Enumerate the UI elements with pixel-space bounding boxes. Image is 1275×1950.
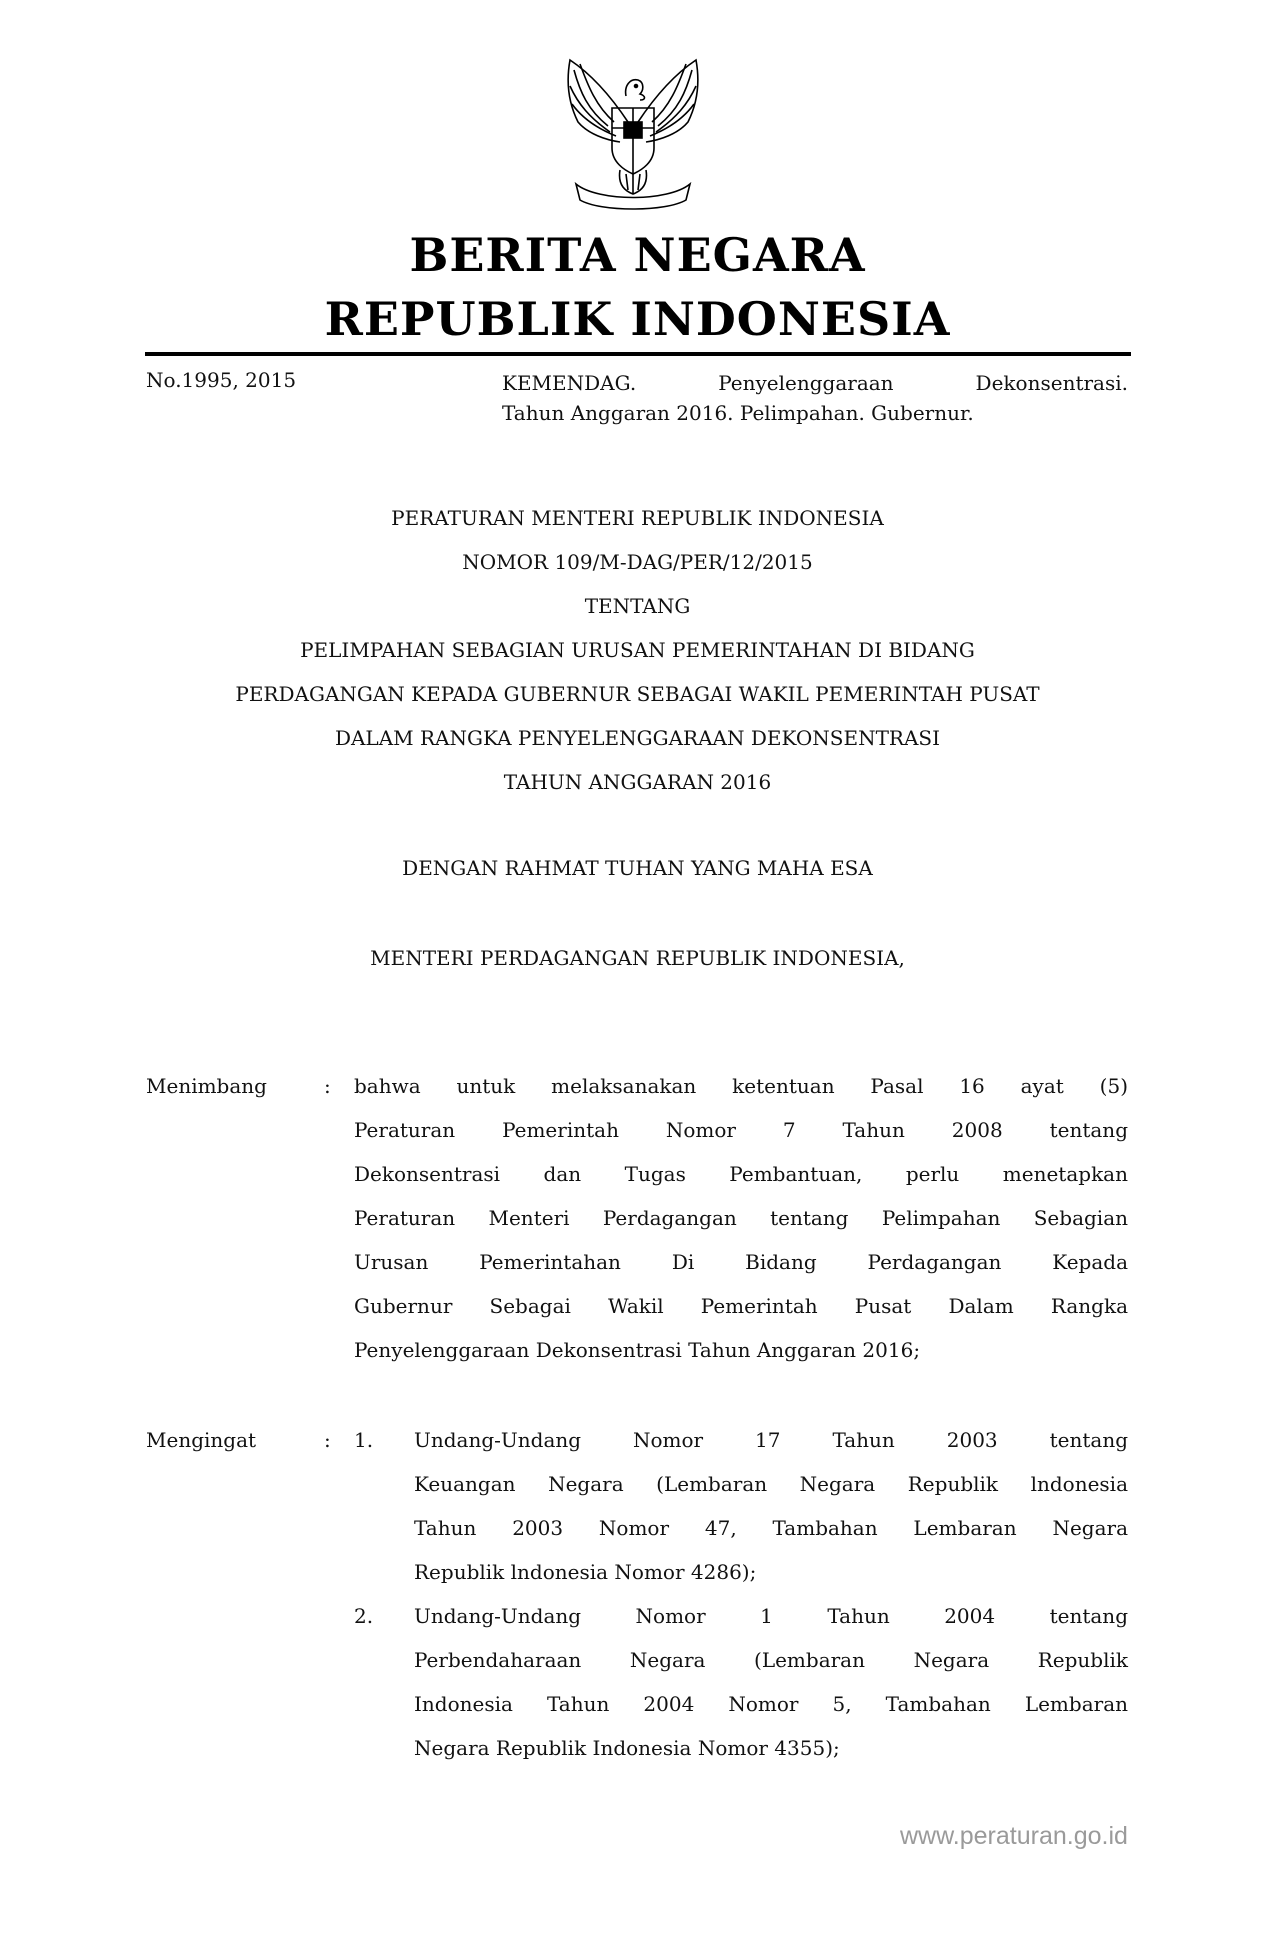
menimbang-line: Peraturan Pemerintah Nomor 7 Tahun 2008 tentang <box>354 1118 1128 1142</box>
menimbang-line: bahwa untuk melaksanakan ketentuan Pasal 16 ayat (5) <box>354 1074 1128 1098</box>
mengingat-item-number: 2. <box>354 1604 374 1628</box>
issue-summary-line: Tahun Anggaran 2016. Pelimpahan. Gubernur. <box>502 401 974 425</box>
mengingat-colon: : <box>324 1428 331 1452</box>
mengingat-item-line: Undang-Undang Nomor 17 Tahun 2003 tentang <box>414 1428 1128 1452</box>
mengingat-item-line: Indonesia Tahun 2004 Nomor 5, Tambahan Lembaran <box>414 1692 1128 1716</box>
menimbang-line: Penyelenggaraan Dekonsentrasi Tahun Anggaran 2016; <box>354 1338 921 1362</box>
mengingat-item <box>414 1594 1128 1770</box>
regulation-number: NOMOR 109/M-DAG/PER/12/2015 <box>462 550 813 574</box>
masthead-subtitle: REPUBLIK INDONESIA <box>324 292 951 346</box>
issue-number: No.1995, 2015 <box>146 368 297 392</box>
masthead-title: BERITA NEGARA <box>409 228 866 282</box>
regulation-subject-line: PELIMPAHAN SEBAGIAN URUSAN PEMERINTAHAN DI BIDANG <box>300 638 975 662</box>
regulation-subject-line: PERDAGANGAN KEPADA GUBERNUR SEBAGAI WAKIL PEMERINTAH PUSAT <box>235 682 1040 706</box>
menimbang-paragraph <box>354 1064 1128 1372</box>
menimbang-line: Peraturan Menteri Perdagangan tentang Pelimpahan Sebagian <box>354 1206 1128 1230</box>
masthead-divider <box>145 352 1131 356</box>
menimbang-label: Menimbang <box>146 1074 267 1098</box>
regulation-tentang: TENTANG <box>584 594 691 618</box>
rahmat-line: DENGAN RAHMAT TUHAN YANG MAHA ESA <box>402 856 873 880</box>
issue-summary <box>502 368 1128 428</box>
issue-summary-line: KEMENDAG. Penyelenggaraan Dekonsentrasi. <box>502 371 1128 395</box>
mengingat-item-number: 1. <box>354 1428 374 1452</box>
mengingat-item-line: Perbendaharaan Negara (Lembaran Negara Republik <box>414 1648 1128 1672</box>
footer-watermark: www.peraturan.go.id <box>900 1822 1128 1850</box>
regulation-heading: PERATURAN MENTERI REPUBLIK INDONESIA <box>391 506 884 530</box>
mengingat-item-line: Undang-Undang Nomor 1 Tahun 2004 tentang <box>414 1604 1128 1628</box>
mengingat-item-line: Republik lndonesia Nomor 4286); <box>414 1560 757 1584</box>
regulation-subject-line: DALAM RANGKA PENYELENGGARAAN DEKONSENTRASI <box>334 726 941 750</box>
regulation-subject-line: TAHUN ANGGARAN 2016 <box>503 770 772 794</box>
mengingat-item <box>414 1418 1128 1594</box>
menteri-line: MENTERI PERDAGANGAN REPUBLIK INDONESIA, <box>370 946 905 970</box>
menimbang-line: Gubernur Sebagai Wakil Pemerintah Pusat Dalam Rangka <box>354 1294 1128 1318</box>
mengingat-item-line: Negara Republik Indonesia Nomor 4355); <box>414 1736 840 1760</box>
mengingat-item-line: Keuangan Negara (Lembaran Negara Republik lndonesia <box>414 1472 1128 1496</box>
garuda-emblem-icon <box>548 52 718 212</box>
menimbang-line: Urusan Pemerintahan Di Bidang Perdagangan Kepada <box>354 1250 1128 1274</box>
menimbang-colon: : <box>324 1074 331 1098</box>
menimbang-line: Dekonsentrasi dan Tugas Pembantuan, perlu menetapkan <box>354 1162 1128 1186</box>
mengingat-item-line: Tahun 2003 Nomor 47, Tambahan Lembaran Negara <box>414 1516 1128 1540</box>
regulation-title <box>0 496 1275 804</box>
mengingat-label: Mengingat <box>146 1428 257 1452</box>
